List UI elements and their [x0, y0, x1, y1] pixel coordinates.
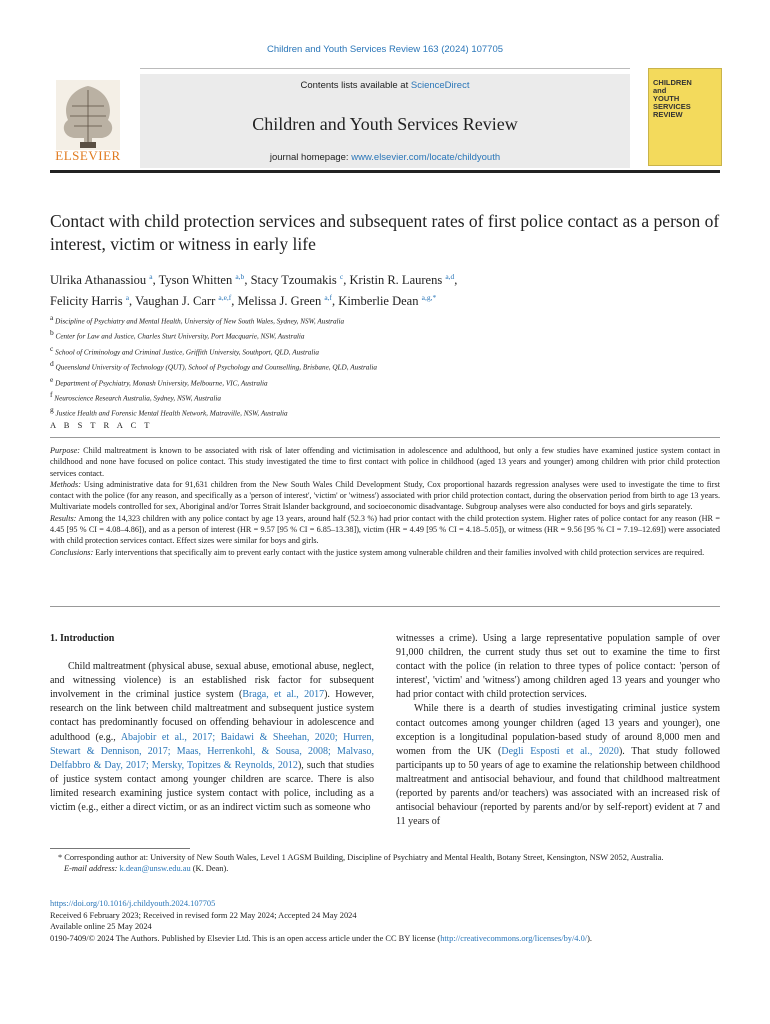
- author-affil-marker[interactable]: a,b: [235, 272, 245, 281]
- author-name[interactable]: Kristin R. Laurens: [349, 273, 443, 288]
- author-affil-marker[interactable]: c: [339, 272, 344, 281]
- affiliation: [50, 404, 720, 419]
- body-column-right: [396, 632, 720, 829]
- affiliation-key: g: [50, 405, 54, 415]
- cover-title: CHILDREN and YOUTH SERVICES REVIEW: [653, 78, 692, 119]
- journal-citation[interactable]: Children and Youth Services Review 163 (2024) 107705: [266, 44, 504, 55]
- citation-link[interactable]: Braga, et al., 2017: [242, 689, 325, 701]
- affiliation-text: School of Criminology and Criminal Justice, Griffith University, Southport, QLD, Australia: [55, 348, 319, 357]
- article-history: [50, 898, 720, 944]
- body-paragraph: [50, 660, 374, 815]
- abstract-text: Among the 14,323 children with any police contact by age 13 years, around half (52.3 %) had prior contact with the child protection system. Higher rates of police contact for any reason (HR = 4.45 [95 % CI = 4.08–4.86]), and as a person of interest (HR = 9.57 [95 % CI = 6.85–13.38]), victim (HR = 4.49 [95 % CI = 4.18–5.05]), or witness (HR = 9.56 [95 % CI = 7.19–12.69]) were associated with child protection services contact. Effect sizes were similar for boys and girls.: [50, 513, 720, 546]
- abstract-label: Results:: [50, 513, 77, 523]
- abstract-body: [50, 445, 720, 558]
- affiliation-key: e: [50, 374, 54, 384]
- abstract-bottom-rule: [50, 606, 720, 607]
- affiliation: [50, 312, 720, 327]
- license-link[interactable]: http://creativecommons.org/licenses/by/4.0/: [440, 933, 588, 943]
- doi-link[interactable]: https://doi.org/10.1016/j.childyouth.2024.107705: [50, 899, 216, 908]
- journal-cover-thumbnail: [648, 68, 722, 166]
- author-affil-marker[interactable]: a,g,*: [421, 293, 437, 303]
- citation-link[interactable]: Degli Esposti et al., 2020: [501, 745, 619, 757]
- license-text-end: ).: [587, 933, 592, 943]
- journal-info-box: [140, 74, 630, 168]
- email-label: E-mail address:: [64, 864, 120, 874]
- contents-line: [140, 80, 630, 91]
- publisher-name: ELSEVIER: [55, 148, 121, 163]
- affiliation-text: Discipline of Psychiatry and Mental Health, University of New South Wales, Sydney, NSW, Australia: [55, 317, 345, 326]
- author-name[interactable]: Tyson Whitten: [158, 273, 233, 288]
- citation-link[interactable]: Abajobir et al., 2017; Baidawi & Sheehan, 2020; Hurren, Stewart & Dennison, 2017; Maas, Herrenkohl, & Sousa, 2008; Malvaso, Delfabbro & Day, 2017; Mersky, Topitzes & Reynolds, 2012: [50, 731, 375, 771]
- abstract-label: Methods:: [50, 479, 81, 489]
- affiliation-key: c: [50, 343, 54, 353]
- received-dates: Received 6 February 2023; Received in revised form 22 May 2024; Accepted 24 May 2024: [50, 910, 357, 920]
- author-list: Ulrika Athanassiou $^a$, Tyson Whitten $^{a,b}$, Stacy Tzoumakis $^c$, Kristin R. Laurens $^{a,d}$, Felicity Harris $^a$, Vaughan J. Carr $^{a,e,f}$, Melissa J. Green $^{a,f}$, Kimberlie Dean $^{a,g,*}$: [50, 272, 458, 309]
- abstract-text: Using administrative data for 91,631 children from the New South Wales Child Development Study, Cox proportional hazards regression analyses were used to investigate the time to first contact with the police (for any reason, and specifically as a 'person of interest', 'victim' or 'witness') associated with prior child protection contact, during the observation period from birth to age 13 years. Multivariate models controlled for sex, Aboriginal and/or Torres Strait Islander background, and socioeconomic disadvantage. Subgroup analyses were also conducted for boys and girls separately.: [50, 479, 720, 512]
- body-paragraph: [396, 702, 720, 829]
- footnote-text: * Corresponding author at: University of New South Wales, Level 1 AGSM Building, Discipline of Psychiatry and Mental Health, Botany Street, Kensington, NSW 2052, Australia.: [58, 853, 664, 862]
- author-name[interactable]: Melissa J. Green: [237, 294, 322, 309]
- affiliation: [50, 343, 720, 358]
- homepage-prefix: journal homepage:: [269, 152, 352, 163]
- abstract-methods: [50, 479, 720, 513]
- abstract-purpose: [50, 445, 720, 479]
- abstract-label: Conclusions:: [50, 547, 94, 557]
- author-affil-marker[interactable]: a: [125, 293, 130, 303]
- body-text: Child maltreatment (physical abuse, sexual abuse, emotional abuse, neglect, and witnessing violence) is an established risk factor for subsequent involvement in the criminal justice system (: [50, 661, 374, 701]
- affiliation-key: f: [50, 389, 53, 399]
- body-paragraph: witnesses a crime). Using a large representative population sample of over 91,000 children, the current study thus set out to examine the time to first contact with the police (in relation to three types of police contact: 'person of interest', 'victim' and 'witness') among children aged 13 years and younger who had prior contact with child protection services.: [396, 633, 720, 701]
- author-name[interactable]: Felicity Harris: [50, 294, 123, 309]
- abstract-text: Child maltreatment is known to be associated with risk of later offending and victimisation in adolescence and adulthood, but only a few studies have examined justice system contact in childhood and none have focused on police contact. This study investigated the time to first contact with police in childhood (aged 13 years and younger) among children with prior child protection services contact.: [50, 446, 720, 478]
- license-line: [50, 933, 720, 945]
- corresponding-author-footnote: [50, 852, 720, 875]
- homepage-line: [140, 152, 630, 163]
- email-suffix: (K. Dean).: [190, 864, 229, 874]
- body-column-left: [50, 632, 374, 815]
- affiliation-text: Neuroscience Research Australia, Sydney, NSW, Australia: [54, 394, 221, 403]
- article-title: Contact with child protection services and subsequent rates of first police contact as a person of interest, victim or witness in early life: [50, 211, 720, 254]
- footnote-rule: [50, 848, 190, 849]
- journal-title: Children and Youth Services Review: [252, 114, 518, 134]
- journal-homepage-link[interactable]: www.elsevier.com/locate/childyouth: [351, 152, 501, 163]
- author-name[interactable]: Stacy Tzoumakis: [250, 273, 337, 288]
- footnote-email-line: [50, 863, 720, 874]
- affiliation-text: Queensland University of Technology (QUT), School of Psychology and Counselling, Brisbane, QLD, Australia: [55, 363, 377, 372]
- body-text: ). However, research on the link between child maltreatment and subsequent justice system contact has predominantly focused on offending behaviour in adolescence and adulthood (e.g.,: [50, 689, 374, 743]
- contents-prefix: Contents lists available at: [300, 80, 411, 91]
- header-divider: [50, 170, 720, 173]
- body-text: While there is a dearth of studies investigating criminal justice system contact outcomes among younger children (aged 13 years and younger), one exception is a longitudinal population-based study of around 8,000 men and women from the UK (: [396, 703, 720, 757]
- email-link[interactable]: k.dean@unsw.edu.au: [119, 864, 191, 874]
- affiliation: [50, 389, 720, 404]
- affiliation-key: b: [50, 328, 54, 338]
- author-affil-marker[interactable]: a,d: [445, 272, 455, 281]
- affiliation: [50, 327, 720, 342]
- journal-masthead: [50, 68, 720, 170]
- license-text: 0190-7409/© 2024 The Authors. Published by Elsevier Ltd. This is an open access article under the CC BY license (: [50, 933, 441, 943]
- author-name[interactable]: Ulrika Athanassiou: [50, 273, 147, 288]
- author-name[interactable]: Vaughan J. Carr: [135, 294, 216, 309]
- affiliation-text: Justice Health and Forensic Mental Health Network, Matraville, NSW, Australia: [55, 409, 288, 418]
- abstract-conclusions: [50, 547, 720, 558]
- affiliation-key: d: [50, 359, 54, 369]
- section-heading-introduction: 1. Introduction: [50, 633, 115, 644]
- abstract-label: Purpose:: [50, 446, 81, 455]
- abstract-heading: A B S T R A C T: [50, 420, 153, 430]
- affiliation-list: [50, 312, 720, 420]
- affiliation-text: Department of Psychiatry, Monash University, Melbourne, VIC, Australia: [55, 378, 268, 387]
- author-affil-marker[interactable]: a,e,f: [218, 293, 232, 303]
- affiliation: [50, 358, 720, 373]
- affiliation-text: Center for Law and Justice, Charles Sturt University, Port Macquarie, NSW, Australia: [55, 332, 305, 341]
- abstract-results: [50, 513, 720, 547]
- online-date: Available online 25 May 2024: [50, 922, 152, 931]
- author-name[interactable]: Kimberlie Dean: [338, 294, 419, 309]
- body-text: ), such that studies of justice system contact among younger children are scarce. There is also limited research examining justice system contact with police, including as a victim (e.g., either a direct victim, or as an indirect victim such as someone who: [50, 759, 374, 814]
- abstract-rule: [50, 437, 720, 438]
- abstract-text: Early interventions that specifically aim to prevent early contact with the justice system among vulnerable children and their families involved with child protection services are required.: [93, 547, 705, 557]
- author-affil-marker[interactable]: a: [149, 272, 153, 281]
- body-text: ). That study followed participants up to 50 years of age to examine the relationship between childhood maltreatment and antisocial behaviour, and found that childhood maltreatment (reported by parents and/or teachers) was associated with an increased risk of antisocial behaviour (reported by parents and/or by self-report) evident at 7 and 11 years of: [396, 745, 720, 828]
- author-affil-marker[interactable]: a,f: [324, 293, 333, 303]
- affiliation-key: a: [50, 313, 54, 322]
- affiliation: [50, 374, 720, 389]
- sciencedirect-link[interactable]: ScienceDirect: [410, 80, 470, 91]
